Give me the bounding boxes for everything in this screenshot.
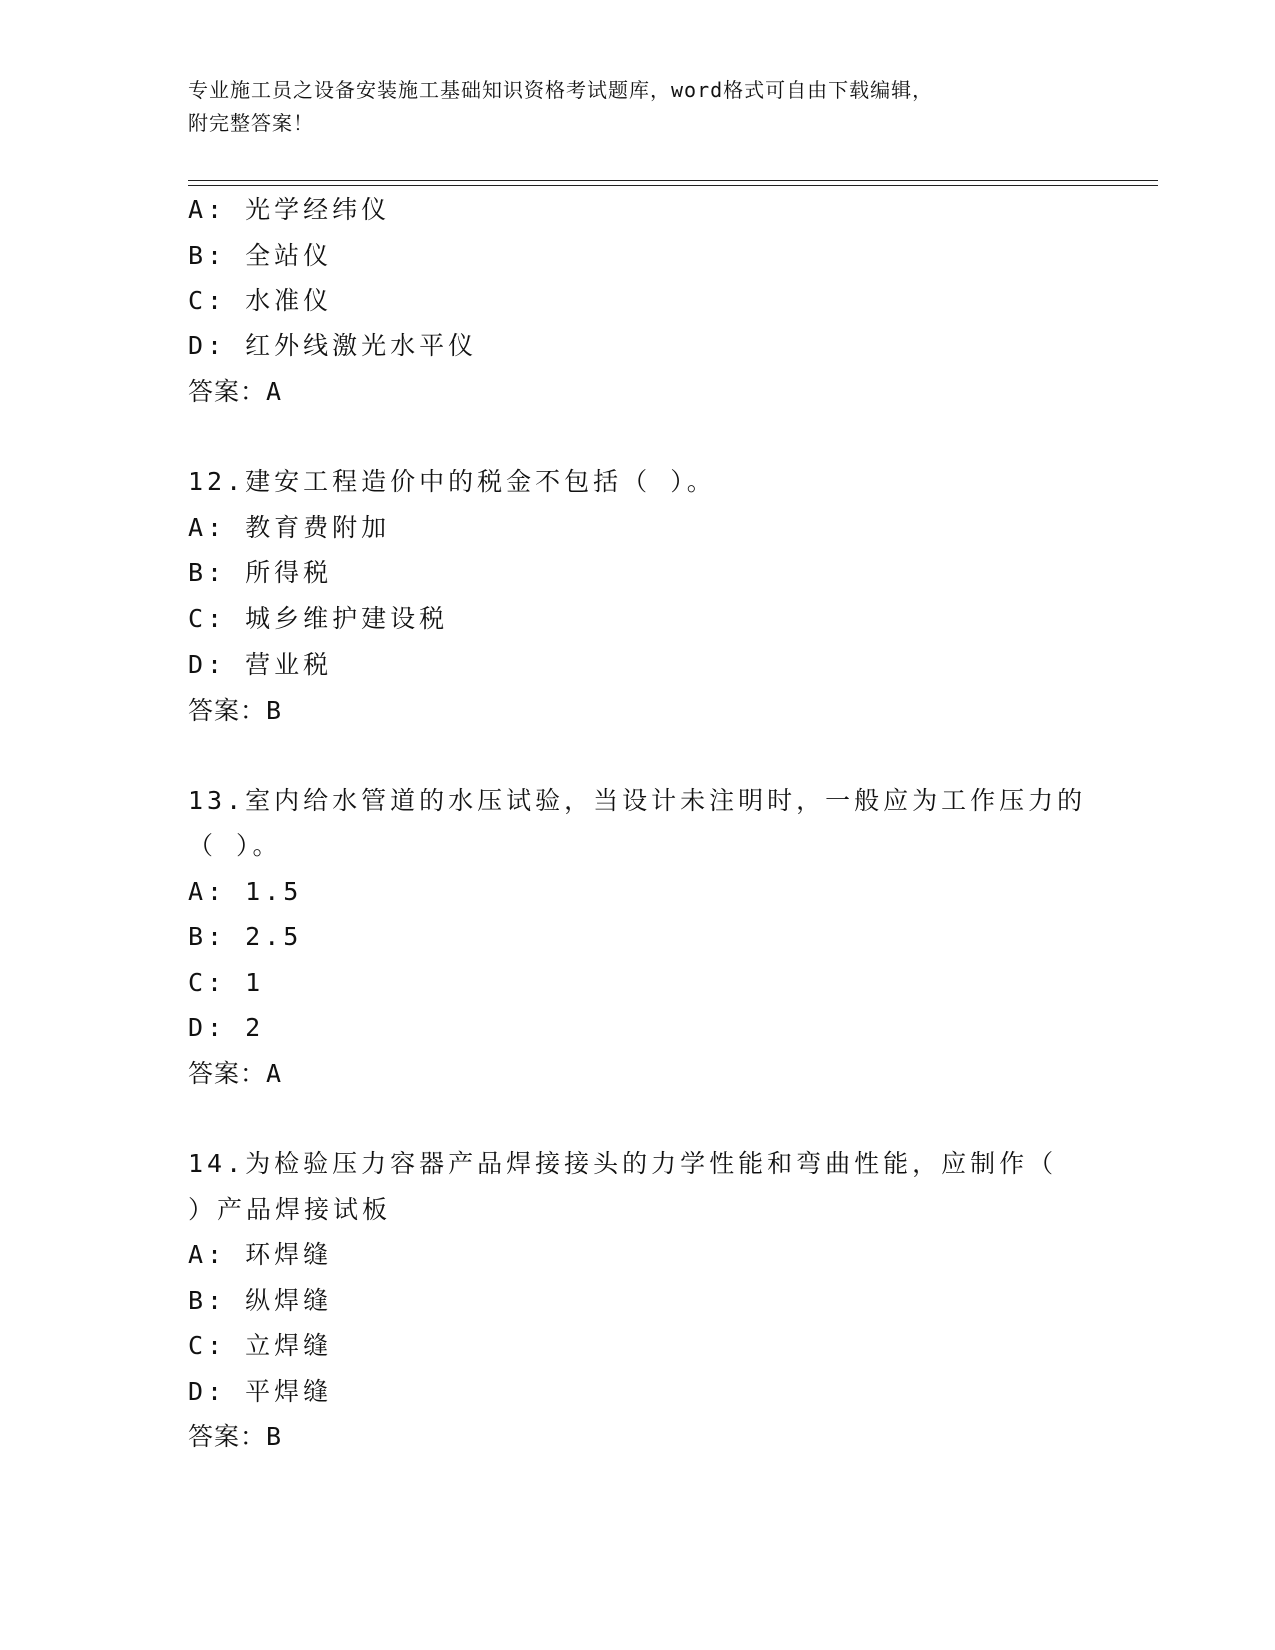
q11-option-d: D: 红外线激光水平仪 — [188, 331, 478, 360]
q12-question: 12.建安工程造价中的税金不包括（ ）。 — [188, 467, 716, 496]
q13-option-a: A: 1.5 — [188, 877, 303, 906]
q11-option-b: B: 全站仪 — [188, 241, 333, 270]
q12-answer-label: 答案： — [188, 696, 267, 725]
q13-question-line-2: （ ）。 — [188, 831, 282, 860]
q13-option-c: C: 1 — [188, 968, 265, 997]
q14-option-d: D: 平焊缝 — [188, 1377, 333, 1406]
q11-answer — [188, 377, 282, 407]
q12-answer — [188, 696, 282, 726]
q11-answer-label: 答案： — [188, 377, 267, 406]
document-header — [188, 74, 1088, 140]
q13-answer — [188, 1059, 282, 1089]
q14-answer — [188, 1422, 282, 1452]
q14-answer-label: 答案： — [188, 1422, 267, 1451]
q14-answer-value: B — [266, 1422, 283, 1451]
q12-option-a: A: 教育费附加 — [188, 513, 391, 542]
q11-answer-value: A — [266, 377, 283, 406]
header-title-line-2: 附完整答案！ — [188, 111, 314, 135]
q13-question-line-1: 13.室内给水管道的水压试验，当设计未注明时，一般应为工作压力的 — [188, 786, 1087, 815]
q14-question-line-1: 14.为检验压力容器产品焊接接头的力学性能和弯曲性能，应制作（ — [188, 1149, 1058, 1178]
q12-option-c: C: 城乡维护建设税 — [188, 604, 449, 633]
q14-option-c: C: 立焊缝 — [188, 1331, 333, 1360]
q13-option-d: D: 2 — [188, 1013, 265, 1042]
q13-option-b: B: 2.5 — [188, 922, 303, 951]
q12-option-d: D: 营业税 — [188, 650, 333, 679]
header-title-line-1: 专业施工员之设备安装施工基础知识资格考试题库，word格式可自由下载编辑， — [188, 78, 934, 102]
q13-answer-value: A — [266, 1059, 283, 1088]
q14-option-a: A: 环焊缝 — [188, 1240, 333, 1269]
header-divider-bottom — [188, 185, 1158, 186]
q14-option-b: B: 纵焊缝 — [188, 1286, 333, 1315]
q14-question-line-2: ）产品焊接试板 — [188, 1195, 392, 1224]
header-divider-top — [188, 180, 1158, 181]
q13-answer-label: 答案： — [188, 1059, 267, 1088]
q12-option-b: B: 所得税 — [188, 558, 333, 587]
q11-option-a: A: 光学经纬仪 — [188, 195, 391, 224]
q11-option-c: C: 水准仪 — [188, 286, 333, 315]
q12-answer-value: B — [266, 696, 283, 725]
